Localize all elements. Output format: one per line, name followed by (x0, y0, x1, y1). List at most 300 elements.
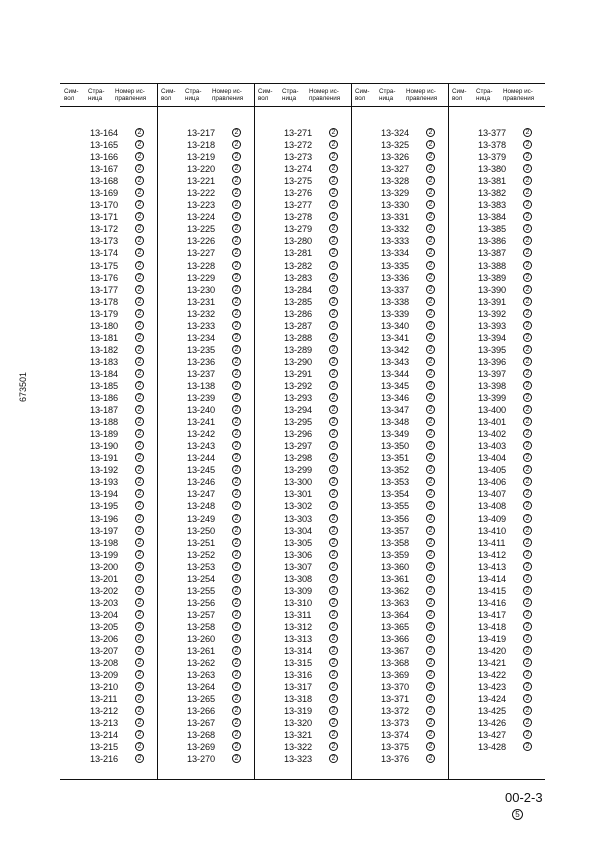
table-row (60, 741, 157, 753)
table-row (254, 368, 351, 380)
revision-cell: 2 (232, 754, 241, 763)
revision-cell: 2 (329, 754, 338, 763)
page-cell: 13-313 (284, 633, 313, 644)
page-cell: 13-280 (284, 236, 313, 247)
table-row (254, 139, 351, 151)
table-row (351, 729, 448, 741)
revision-cell: 2 (232, 140, 241, 149)
page-cell: 13-272 (284, 140, 313, 151)
page-cell: 13-334 (381, 248, 410, 259)
revision-cell: 2 (426, 429, 435, 438)
table-row (351, 753, 448, 765)
revision-cell: 2 (426, 610, 435, 619)
page-cell: 13-332 (381, 224, 410, 235)
page-cell: 13-379 (478, 152, 507, 163)
table-row (157, 513, 254, 525)
revision-cell: 2 (329, 345, 338, 354)
page-cell: 13-366 (381, 633, 410, 644)
revision-cell: 2 (329, 574, 338, 583)
table-row (254, 127, 351, 139)
table-row (351, 260, 448, 272)
revision-cell: 2 (426, 730, 435, 739)
revision-cell: 2 (232, 598, 241, 607)
table-row (448, 500, 545, 512)
revision-cell: 2 (329, 212, 338, 221)
page-cell: 13-275 (284, 176, 313, 187)
table-row (448, 199, 545, 211)
table-row (351, 320, 448, 332)
table-column (254, 84, 351, 779)
page-cell: 13-240 (187, 405, 216, 416)
table-row (60, 452, 157, 464)
table-row (351, 476, 448, 488)
page-cell: 13-361 (381, 573, 410, 584)
page-cell: 13-207 (90, 646, 119, 657)
page-cell: 13-281 (284, 248, 313, 259)
table-row (448, 561, 545, 573)
page-cell: 13-205 (90, 621, 119, 632)
table-row (254, 488, 351, 500)
revision-cell: 2 (135, 393, 144, 402)
revision-cell: 2 (135, 164, 144, 173)
page-cell: 13-192 (90, 465, 119, 476)
page-cell: 13-278 (284, 212, 313, 223)
revision-cell: 2 (135, 489, 144, 498)
header-revision: Номер ис- правления (115, 88, 147, 103)
revision-cell: 2 (329, 514, 338, 523)
table-row (157, 272, 254, 284)
table-row (448, 549, 545, 561)
header-page: Стра- ница (185, 88, 202, 103)
table-row (60, 609, 157, 621)
page-cell: 13-404 (478, 453, 507, 464)
revision-cell: 2 (232, 634, 241, 643)
revision-cell: 2 (523, 742, 532, 751)
page-cell: 13-246 (187, 477, 216, 488)
table-row (157, 380, 254, 392)
revision-cell: 2 (329, 718, 338, 727)
page-cell: 13-317 (284, 682, 313, 693)
revision-cell: 2 (232, 550, 241, 559)
page-cell: 13-329 (381, 188, 410, 199)
table-rows (157, 127, 254, 765)
table-row (60, 247, 157, 259)
table-row (60, 753, 157, 765)
revision-cell: 2 (232, 501, 241, 510)
table-row (60, 693, 157, 705)
page-cell: 13-340 (381, 320, 410, 331)
page-cell: 13-239 (187, 393, 216, 404)
table-row (254, 356, 351, 368)
page-cell: 13-407 (478, 489, 507, 500)
revision-cell: 2 (426, 622, 435, 631)
page-cell: 13-387 (478, 248, 507, 259)
table-row (157, 681, 254, 693)
revision-cell: 2 (523, 501, 532, 510)
revision-cell: 2 (232, 658, 241, 667)
page-cell: 13-209 (90, 670, 119, 681)
revision-cell: 2 (329, 236, 338, 245)
table-row (351, 645, 448, 657)
table-row (157, 585, 254, 597)
revision-cell: 2 (232, 393, 241, 402)
table-row (254, 476, 351, 488)
revision-cell: 2 (426, 538, 435, 547)
page-cell: 13-165 (90, 140, 119, 151)
page-cell: 13-306 (284, 549, 313, 560)
table-row (157, 741, 254, 753)
page-cell: 13-413 (478, 561, 507, 572)
table-row (448, 705, 545, 717)
page-cell: 13-185 (90, 380, 119, 391)
revision-cell: 2 (232, 152, 241, 161)
page-cell: 13-350 (381, 441, 410, 452)
page-cell: 13-267 (187, 718, 216, 729)
revision-cell: 2 (426, 393, 435, 402)
table-row (254, 729, 351, 741)
table-row (448, 187, 545, 199)
table-row (254, 175, 351, 187)
page-cell: 13-271 (284, 128, 313, 138)
revision-cell: 2 (232, 357, 241, 366)
revision-cell: 2 (426, 718, 435, 727)
page-cell: 13-324 (381, 128, 410, 138)
page-cell: 13-410 (478, 525, 507, 536)
page-cell: 13-180 (90, 320, 119, 331)
revision-cell: 2 (329, 285, 338, 294)
page-cell: 13-189 (90, 429, 119, 440)
revision-cell: 2 (329, 465, 338, 474)
table-row (254, 645, 351, 657)
table-row (60, 585, 157, 597)
table-row (157, 549, 254, 561)
table-row (157, 753, 254, 765)
revision-cell: 2 (135, 453, 144, 462)
table-row (351, 705, 448, 717)
page-cell: 13-330 (381, 200, 410, 211)
revision-cell: 2 (135, 188, 144, 197)
page-cell: 13-303 (284, 513, 313, 524)
table-row (448, 452, 545, 464)
revision-cell: 2 (426, 742, 435, 751)
revision-cell: 2 (523, 465, 532, 474)
table-row (60, 500, 157, 512)
revision-cell: 2 (426, 128, 435, 137)
table-row (60, 284, 157, 296)
revision-cell: 2 (232, 236, 241, 245)
page-cell: 13-323 (284, 754, 313, 765)
revision-cell: 2 (426, 345, 435, 354)
revision-cell: 2 (135, 261, 144, 270)
revision-cell: 2 (232, 345, 241, 354)
table-row (448, 380, 545, 392)
revision-cell: 2 (523, 200, 532, 209)
page-cell: 13-199 (90, 549, 119, 560)
page-cell: 13-245 (187, 465, 216, 476)
header-symbol: Сим- вол (64, 88, 79, 103)
table-row (448, 260, 545, 272)
revision-cell: 2 (426, 562, 435, 571)
revision-cell: 2 (329, 152, 338, 161)
revision-cell: 2 (135, 730, 144, 739)
table-row (60, 464, 157, 476)
revision-cell: 2 (232, 224, 241, 233)
table-row (351, 513, 448, 525)
revision-cell: 2 (426, 574, 435, 583)
revision-cell: 2 (426, 550, 435, 559)
page-cell: 13-371 (381, 694, 410, 705)
revision-cell: 2 (329, 658, 338, 667)
page-cell: 13-305 (284, 537, 313, 548)
revision-cell: 2 (232, 417, 241, 426)
table-row (351, 380, 448, 392)
table-row (254, 151, 351, 163)
revision-cell: 2 (135, 441, 144, 450)
page-cell: 13-304 (284, 525, 313, 536)
table-row (157, 392, 254, 404)
revision-cell: 2 (426, 333, 435, 342)
table-row (157, 525, 254, 537)
revision-cell: 2 (523, 224, 532, 233)
table-row (254, 332, 351, 344)
page-cell: 13-424 (478, 694, 507, 705)
page-number: 00-2-3 (505, 790, 543, 805)
table-row (254, 597, 351, 609)
page-cell: 13-166 (90, 152, 119, 163)
table-row (157, 464, 254, 476)
table-row (448, 404, 545, 416)
revision-cell: 2 (523, 152, 532, 161)
revision-cell: 2 (135, 345, 144, 354)
revision-cell: 2 (135, 128, 144, 137)
page-cell: 13-403 (478, 441, 507, 452)
page-cell: 13-428 (478, 742, 507, 753)
table-row (448, 416, 545, 428)
table-column (157, 84, 254, 779)
table-rows (254, 127, 351, 765)
table-row (254, 308, 351, 320)
revision-cell: 2 (329, 273, 338, 282)
table-row (60, 392, 157, 404)
revision-cell: 2 (232, 333, 241, 342)
revision-cell: 2 (135, 634, 144, 643)
table-row (60, 175, 157, 187)
page-cell: 13-373 (381, 718, 410, 729)
revision-cell: 2 (135, 248, 144, 257)
page-cell: 13-347 (381, 405, 410, 416)
revision-cell: 2 (232, 646, 241, 655)
revision-cell: 2 (135, 369, 144, 378)
page-cell: 13-182 (90, 344, 119, 355)
table-row (254, 705, 351, 717)
table-row (157, 356, 254, 368)
page-cell: 13-320 (284, 718, 313, 729)
page-cell: 13-418 (478, 621, 507, 632)
revision-cell: 2 (135, 586, 144, 595)
table-row (157, 452, 254, 464)
page-cell: 13-218 (187, 140, 216, 151)
header-page: Стра- ница (476, 88, 493, 103)
table-row (351, 187, 448, 199)
page-cell: 13-260 (187, 633, 216, 644)
page-cell: 13-427 (478, 730, 507, 741)
table-row (60, 633, 157, 645)
revision-cell: 2 (523, 261, 532, 270)
page-cell: 13-316 (284, 670, 313, 681)
table-row (254, 296, 351, 308)
table-row (157, 500, 254, 512)
revision-cell: 2 (135, 321, 144, 330)
table-row (157, 139, 254, 151)
revision-cell: 2 (523, 694, 532, 703)
table-row (351, 151, 448, 163)
page-cell: 13-297 (284, 441, 313, 452)
page-cell: 13-394 (478, 332, 507, 343)
page-cell: 13-170 (90, 200, 119, 211)
table-row (60, 525, 157, 537)
table-row (157, 284, 254, 296)
page-cell: 13-288 (284, 332, 313, 343)
table-row (254, 741, 351, 753)
revision-cell: 2 (135, 754, 144, 763)
revision-cell: 2 (135, 658, 144, 667)
table-row (351, 308, 448, 320)
revision-cell: 2 (232, 248, 241, 257)
table-row (448, 585, 545, 597)
page-cell: 13-295 (284, 417, 313, 428)
revision-cell: 2 (232, 562, 241, 571)
page-cell: 13-270 (187, 754, 216, 765)
table-row (448, 223, 545, 235)
revision-cell: 2 (232, 622, 241, 631)
revision-cell: 2 (426, 188, 435, 197)
page-cell: 13-349 (381, 429, 410, 440)
table-row (448, 633, 545, 645)
revision-cell: 2 (426, 224, 435, 233)
page-cell: 13-190 (90, 441, 119, 452)
page-cell: 13-223 (187, 200, 216, 211)
page-cell: 13-262 (187, 658, 216, 669)
page-cell: 13-399 (478, 393, 507, 404)
page-cell: 13-228 (187, 260, 216, 271)
revision-cell: 2 (135, 309, 144, 318)
page-cell: 13-318 (284, 694, 313, 705)
table-row (254, 573, 351, 585)
revision-cell: 2 (523, 236, 532, 245)
table-row (448, 332, 545, 344)
revision-cell: 2 (329, 706, 338, 715)
page-cell: 13-333 (381, 236, 410, 247)
page-cell: 13-357 (381, 525, 410, 536)
revision-cell: 2 (232, 730, 241, 739)
revision-cell: 2 (426, 152, 435, 161)
revision-cell: 2 (232, 309, 241, 318)
page-cell: 13-336 (381, 272, 410, 283)
table-row (448, 681, 545, 693)
table-row (60, 549, 157, 561)
page-cell: 13-285 (284, 296, 313, 307)
revision-cell: 2 (426, 489, 435, 498)
table-row (254, 561, 351, 573)
page-cell: 13-406 (478, 477, 507, 488)
revision-cell: 2 (329, 477, 338, 486)
page-cell: 13-184 (90, 368, 119, 379)
page-cell: 13-408 (478, 501, 507, 512)
revision-cell: 2 (523, 453, 532, 462)
table-row (448, 272, 545, 284)
page-cell: 13-196 (90, 513, 119, 524)
table-row (254, 513, 351, 525)
revision-cell: 2 (523, 164, 532, 173)
table-row (351, 211, 448, 223)
table-row (254, 211, 351, 223)
page-cell: 13-265 (187, 694, 216, 705)
table-row (157, 428, 254, 440)
page-cell: 13-337 (381, 284, 410, 295)
page-cell: 13-210 (90, 682, 119, 693)
revision-cell: 2 (426, 140, 435, 149)
revision-cell: 2 (232, 273, 241, 282)
page-cell: 13-392 (478, 308, 507, 319)
page-cell: 13-227 (187, 248, 216, 259)
table-row (60, 717, 157, 729)
revision-cell: 2 (329, 682, 338, 691)
page-cell: 13-290 (284, 356, 313, 367)
revision-cell: 2 (329, 248, 338, 257)
table-row (448, 537, 545, 549)
revision-cell: 2 (135, 176, 144, 185)
table-row (254, 549, 351, 561)
revision-cell: 2 (523, 140, 532, 149)
table-row (448, 741, 545, 753)
page-cell: 13-171 (90, 212, 119, 223)
revision-cell: 2 (426, 200, 435, 209)
page-cell: 13-310 (284, 597, 313, 608)
revision-cell: 2 (426, 273, 435, 282)
table-row (448, 163, 545, 175)
page-cell: 13-421 (478, 658, 507, 669)
revision-cell: 2 (232, 489, 241, 498)
table-row (157, 476, 254, 488)
table-row (448, 573, 545, 585)
revision-cell: 2 (426, 309, 435, 318)
revision-cell: 2 (523, 682, 532, 691)
revision-cell: 2 (232, 453, 241, 462)
revision-cell: 2 (329, 622, 338, 631)
revision-cell: 2 (232, 200, 241, 209)
page-cell: 13-264 (187, 682, 216, 693)
table-row (351, 464, 448, 476)
page-cell: 13-261 (187, 646, 216, 657)
revision-cell: 2 (329, 357, 338, 366)
revision-cell: 2 (426, 297, 435, 306)
table-row (60, 235, 157, 247)
revision-cell: 2 (426, 321, 435, 330)
revision-cell: 2 (523, 634, 532, 643)
revision-cell: 2 (329, 730, 338, 739)
table-row (60, 187, 157, 199)
revision-cell: 2 (523, 598, 532, 607)
revision-cell: 2 (426, 694, 435, 703)
page-cell: 13-298 (284, 453, 313, 464)
revision-cell: 2 (135, 297, 144, 306)
table-row (448, 609, 545, 621)
page-cell: 13-321 (284, 730, 313, 741)
table-row (157, 537, 254, 549)
page-cell: 13-191 (90, 453, 119, 464)
revision-cell: 2 (135, 224, 144, 233)
page-cell: 13-188 (90, 417, 119, 428)
